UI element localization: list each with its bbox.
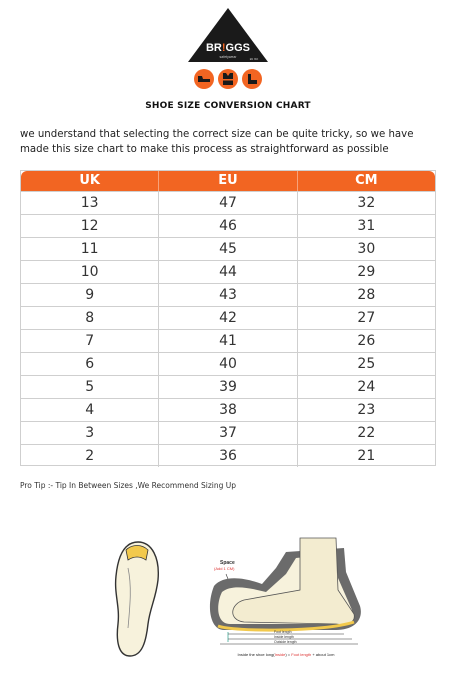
brand-name-accent: ! bbox=[221, 42, 226, 54]
cell-uk: 5 bbox=[85, 379, 95, 395]
cell-uk: 10 bbox=[80, 264, 99, 280]
table-row bbox=[21, 237, 435, 260]
size-table bbox=[20, 170, 436, 466]
outside-length-label: Outside length bbox=[274, 640, 297, 644]
cell-eu: 39 bbox=[158, 376, 296, 398]
table-row bbox=[21, 329, 435, 352]
cell-cm: 22 bbox=[297, 422, 435, 444]
space-label: Space bbox=[220, 560, 235, 566]
table-row bbox=[21, 283, 435, 306]
table-row bbox=[21, 444, 435, 467]
cell-eu: 47 bbox=[158, 192, 296, 214]
diagram-caption bbox=[238, 652, 336, 657]
cell-eu: 42 bbox=[158, 307, 296, 329]
cell-cm: 23 bbox=[297, 399, 435, 421]
brand-badge: EN ISO bbox=[249, 58, 259, 61]
header-eu: EU bbox=[158, 171, 296, 191]
caption-foot: Foot length bbox=[291, 652, 312, 657]
cell-eu: 40 bbox=[158, 353, 296, 375]
table-row bbox=[21, 306, 435, 329]
cell-eu: 38 bbox=[158, 399, 296, 421]
shoe-diagram bbox=[204, 534, 368, 662]
cell-uk: 4 bbox=[85, 402, 95, 418]
shoe-icon bbox=[204, 534, 368, 662]
cell-cm: 27 bbox=[297, 307, 435, 329]
intro-text: we understand that selecting the correct size can be quite tricky, so we have made this size chart to make this process as straightforward as possible bbox=[20, 129, 414, 155]
brand-logo bbox=[186, 6, 270, 92]
footprint-illustration bbox=[108, 536, 166, 662]
cell-cm: 30 bbox=[297, 238, 435, 260]
cell-eu: 46 bbox=[158, 215, 296, 237]
caption-b: ) = bbox=[285, 652, 292, 657]
svg-text:BR!GGS bbox=[206, 42, 250, 54]
brand-tagline: safetywear bbox=[219, 55, 237, 59]
table-row bbox=[21, 375, 435, 398]
cell-eu: 41 bbox=[158, 330, 296, 352]
table-row bbox=[21, 352, 435, 375]
cell-cm: 26 bbox=[297, 330, 435, 352]
chart-title: SHOE SIZE CONVERSION CHART bbox=[145, 101, 311, 111]
table-row bbox=[21, 260, 435, 283]
cell-uk: 9 bbox=[85, 287, 95, 303]
cell-eu: 43 bbox=[158, 284, 296, 306]
logo-triangle bbox=[186, 6, 270, 92]
cell-uk: 8 bbox=[85, 310, 95, 326]
header-cm: CM bbox=[297, 171, 435, 191]
cell-uk: 6 bbox=[85, 356, 95, 372]
vest-icon bbox=[218, 69, 238, 89]
table-row bbox=[21, 421, 435, 444]
brand-name-b: GGS bbox=[225, 42, 251, 54]
table-header bbox=[21, 171, 435, 191]
foot-length-label: Foot length bbox=[274, 630, 292, 634]
caption-inside: Inside bbox=[274, 652, 286, 657]
cell-uk: 7 bbox=[85, 333, 95, 349]
table-body bbox=[21, 191, 435, 467]
pro-tip: Pro Tip :- Tip In Between Sizes ,We Recommend Sizing Up bbox=[20, 481, 236, 490]
cell-eu: 37 bbox=[158, 422, 296, 444]
table-row bbox=[21, 214, 435, 237]
cell-cm: 32 bbox=[297, 192, 435, 214]
caption-c: + about 1cm bbox=[311, 652, 335, 657]
cell-cm: 24 bbox=[297, 376, 435, 398]
cell-uk: 12 bbox=[80, 218, 99, 234]
cell-cm: 28 bbox=[297, 284, 435, 306]
inside-length-label: Inside length bbox=[274, 635, 294, 639]
brand-name-a: BR bbox=[205, 42, 222, 54]
cell-cm: 21 bbox=[297, 445, 435, 467]
cell-cm: 29 bbox=[297, 261, 435, 283]
cell-uk: 11 bbox=[80, 241, 99, 257]
cell-cm: 25 bbox=[297, 353, 435, 375]
glove-icon bbox=[242, 69, 262, 89]
boot-icon bbox=[194, 69, 214, 89]
cell-eu: 36 bbox=[158, 445, 296, 467]
cell-eu: 44 bbox=[158, 261, 296, 283]
space-sub: (Add 1 CM) bbox=[214, 566, 235, 571]
table-row bbox=[21, 398, 435, 421]
cell-eu: 45 bbox=[158, 238, 296, 260]
footprint-icon bbox=[108, 536, 166, 662]
cell-uk: 2 bbox=[85, 448, 95, 464]
cell-uk: 3 bbox=[85, 425, 95, 441]
caption-a: Inside the shoe long( bbox=[237, 652, 275, 657]
cell-uk: 13 bbox=[80, 195, 99, 211]
table-row bbox=[21, 191, 435, 214]
cell-cm: 31 bbox=[297, 215, 435, 237]
header-uk: UK bbox=[79, 173, 100, 188]
